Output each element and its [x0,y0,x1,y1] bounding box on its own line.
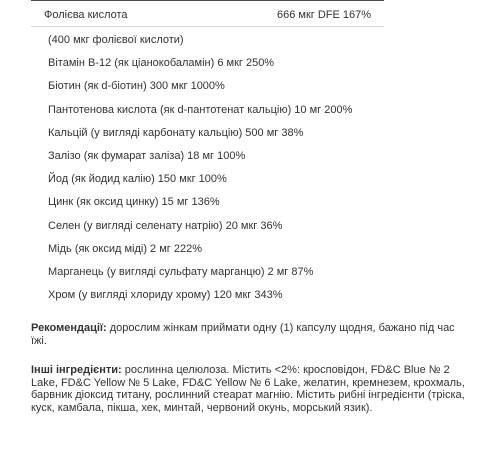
list-item: Йод (як йодид калію) 150 мкг 100% [48,173,227,186]
folate-value: 666 мкг DFE 167% [277,9,372,21]
list-item: (400 мкг фолієвої кислоти) [48,34,184,46]
row-divider [31,26,384,27]
list-item: Мідь (як оксид міді) 2 мг 222% [48,242,202,255]
recommendations-text: дорослим жінкам приймати одну (1) капсулу щодня, бажано під час їжі. [31,322,455,347]
list-item: Хром (у вигляді хлориду хрому) 120 мкг 343% [48,289,283,302]
recommendations-paragraph [31,322,471,347]
other-ingredients-label: Інші інгредієнти: [31,364,122,376]
list-item: Цинк (як оксид цинку) 15 мг 136% [48,196,220,209]
list-item: Пантотенова кислота (як d-пантотенат кальцію) 10 мг 200% [48,103,353,116]
other-ingredients-text: рослинна целюлоза. Містить <2%: кросповідон, FD&C Blue № 2 Lake, FD&C Yellow № 5 Lake, FD&C Yellow № 6 Lake, желатин, кремнезем, крохмаль, барвник діоксид титану, рослинний стеарат магнію. Містить рибні інгредієнти (тріска, куск, камбала, пікша, хек, минтай, червоний окунь, морський язик). [31,364,465,414]
folate-name: Фолієва кислота [44,9,128,21]
list-item: Залізо (як фумарат заліза) 18 мг 100% [48,149,246,162]
list-item: Вітамін B-12 (як ціанокобаламін) 6 мкг 250% [48,57,275,70]
list-item: Марганець (у вигляді сульфату марганцю) 2 мг 87% [48,265,314,278]
list-item: Селен (у вигляді селенату натрію) 20 мкг 36% [48,219,283,232]
list-item: Біотин (як d-біотин) 300 мкг 1000% [48,80,225,93]
nutrient-list [48,33,352,311]
top-divider [31,0,384,1]
list-item: Кальцій (у вигляді карбонату кальцію) 500 мг 38% [48,126,304,139]
other-ingredients-paragraph [31,364,471,414]
recommendations-label: Рекомендації: [31,322,107,334]
